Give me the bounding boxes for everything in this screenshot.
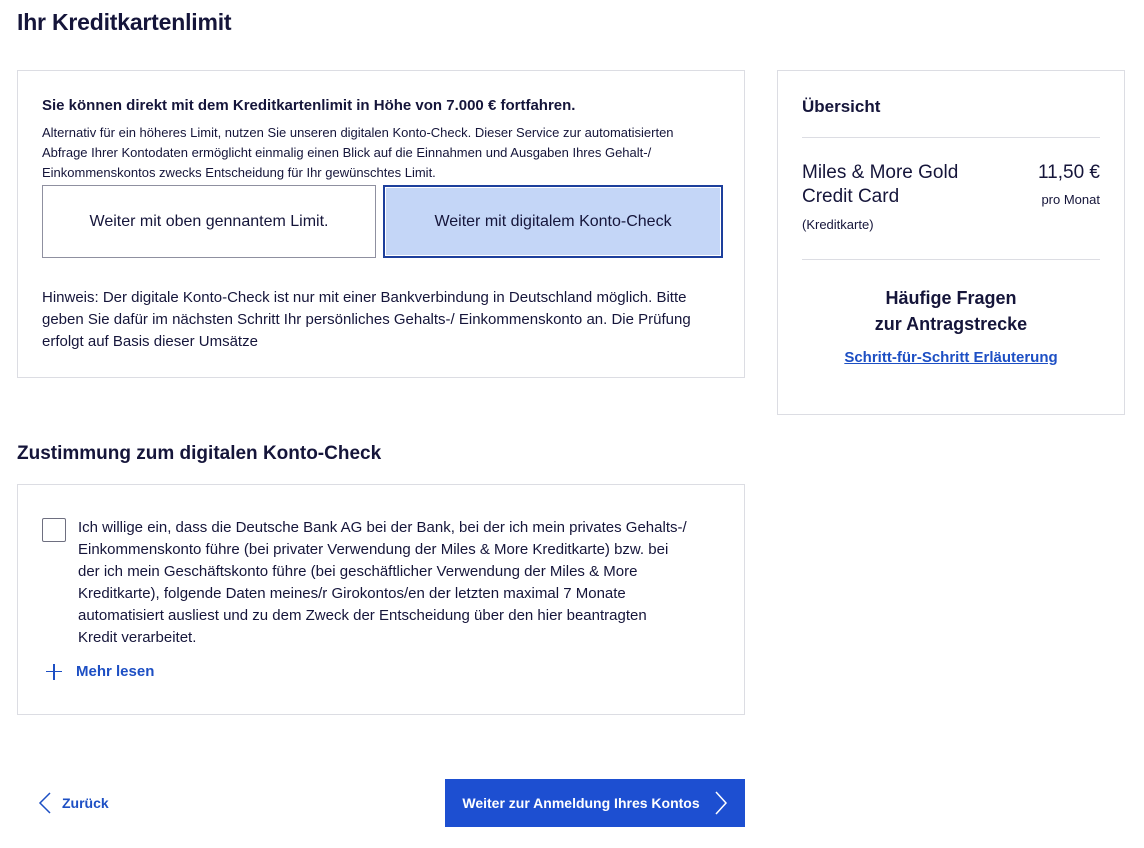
product-type: (Kreditkarte) bbox=[802, 217, 874, 232]
limit-card bbox=[17, 70, 745, 378]
product-price: 11,50 € bbox=[1038, 162, 1100, 183]
read-more-label: Mehr lesen bbox=[76, 663, 155, 680]
back-label: Zurück bbox=[62, 795, 109, 811]
divider bbox=[802, 259, 1100, 260]
plus-icon bbox=[46, 664, 62, 680]
keep-limit-button[interactable]: Weiter mit oben gennantem Limit. bbox=[42, 185, 376, 258]
consent-text: Ich willige ein, dass die Deutsche Bank AG bei der Bank, bei der ich mein privates Gehalts-/ Einkommenskonto führe (bei privater Verwendung der Miles & More Kreditkarte) bzw. bei der ich mein Geschäftskonto führe (bei geschäftlicher Verwendung der Miles & More Kreditkarte), folgende Daten meines/r Girokontos/en der letzten maximal 7 Monate automatisiert ausliest und zu dem Zweck der Entscheidung über den hier beantragten Kredit verarbeitet. bbox=[78, 519, 687, 646]
next-label: Weiter zur Anmeldung Ihres Kontos bbox=[462, 795, 700, 811]
konto-check-button[interactable]: Weiter mit digitalem Konto-Check bbox=[383, 185, 723, 258]
faq-title-line2: zur Antragstrecke bbox=[874, 314, 1028, 334]
consent-heading: Zustimmung zum digitalen Konto-Check bbox=[17, 443, 382, 464]
page-title: Ihr Kreditkartenlimit bbox=[17, 9, 232, 35]
faq-link[interactable]: Schritt-für-Schritt Erläuterung bbox=[844, 349, 1058, 366]
consent-checkbox[interactable] bbox=[42, 518, 66, 542]
read-more-link[interactable] bbox=[46, 663, 154, 680]
limit-note: Hinweis: Der digitale Konto-Check ist nur mit einer Bankverbindung in Deutschland möglich. Bitte geben Sie dafür im nächsten Schritt Ihr persönliches Gehalts-/ Einkommenskonto an. Die Prüfung erfolgt auf Basis dieser Umsätze bbox=[42, 289, 691, 350]
chevron-left-icon bbox=[38, 791, 52, 815]
consent-card bbox=[17, 484, 745, 715]
divider bbox=[802, 137, 1100, 138]
next-button[interactable] bbox=[445, 779, 745, 827]
faq-title bbox=[778, 285, 1124, 337]
overview-title: Übersicht bbox=[802, 97, 881, 116]
faq-title-line1: Häufige Fragen bbox=[885, 288, 1017, 308]
limit-headline: Sie können direkt mit dem Kreditkartenlimit in Höhe von 7.000 € fortfahren. bbox=[42, 97, 576, 114]
product-name: Miles & More Gold Credit Card bbox=[802, 162, 959, 207]
price-period: pro Monat bbox=[1041, 192, 1100, 207]
chevron-right-icon bbox=[714, 790, 728, 816]
back-link[interactable] bbox=[38, 791, 109, 815]
overview-panel bbox=[777, 70, 1125, 415]
limit-description: Alternativ für ein höheres Limit, nutzen Sie unseren digitalen Konto-Check. Dieser Service zur automatisierten Abfrage Ihrer Kontodaten ermöglicht einmalig einen Blick auf die Einnahmen und Ausgaben Ihres Gehalt-/ Einkommenskontos zwecks Entscheidung für Ihr gewünschtes Limit. bbox=[42, 125, 674, 180]
